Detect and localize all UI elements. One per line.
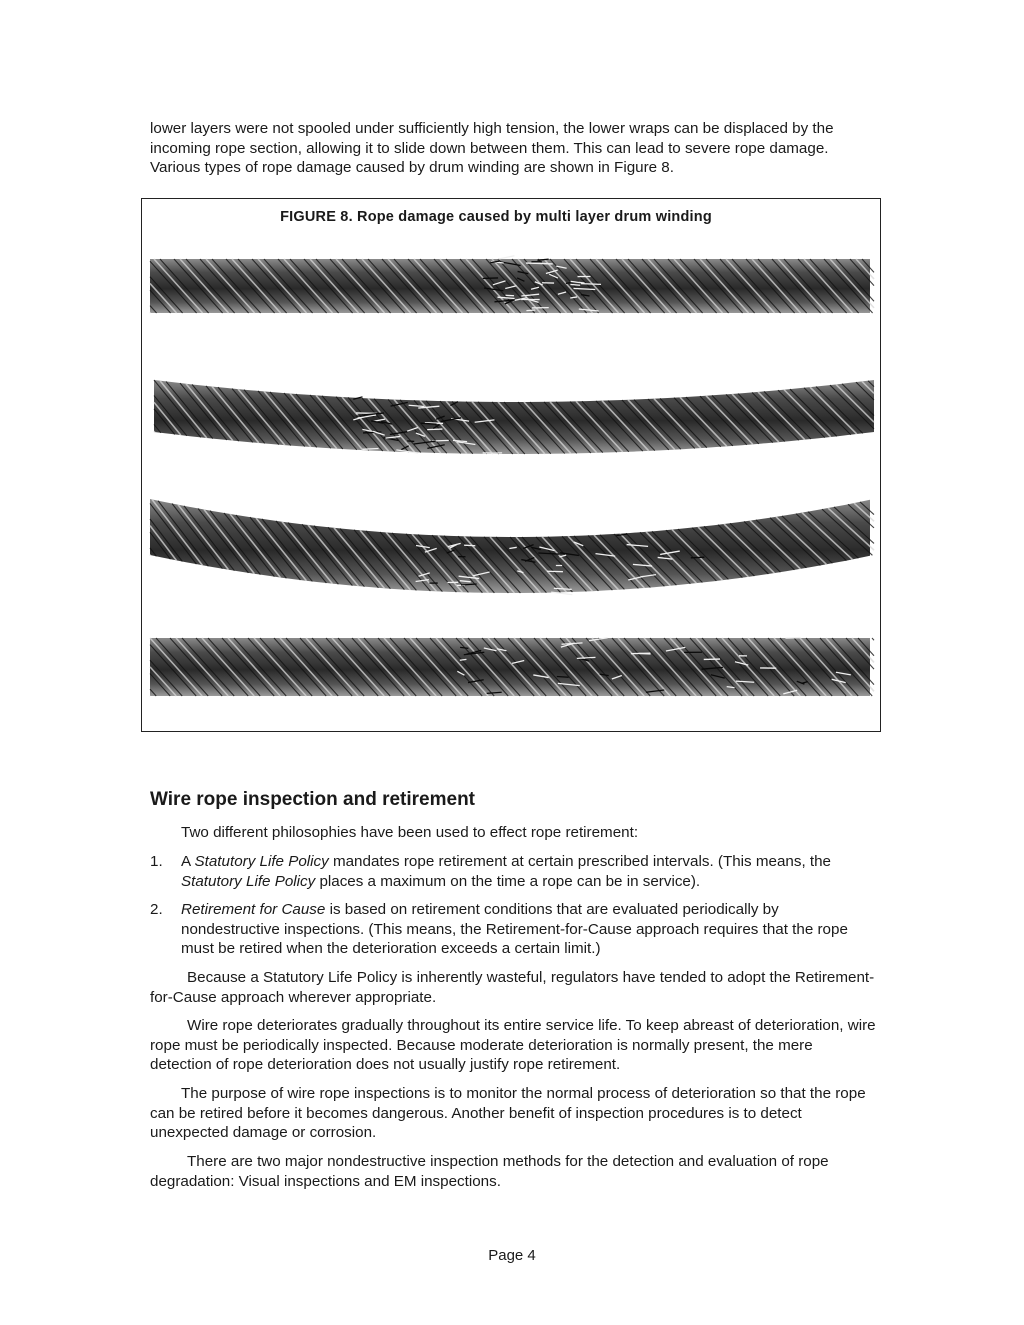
section-title: Wire rope inspection and retirement	[150, 789, 476, 810]
intro-paragraph: lower layers were not spooled under sufficiently high tension, the lower wraps can be displaced by the incoming rope section, allowing it to slide down between them. This can lead to severe rope damage. Various types of rope damage caused by drum winding are shown in Figure 8.	[150, 120, 834, 177]
list-number: 2.	[150, 901, 163, 918]
list-body: Retirement for Cause is based on retirement conditions that are evaluated periodically by nondestructive inspections. (This means, the Retirement-for-Cause approach requires that the rope must be retired when the deterioration exceeds a certain limit.)	[181, 901, 848, 958]
rope-photo-flattened-strands	[150, 256, 874, 313]
list-item-2	[150, 900, 876, 959]
list-item-1	[150, 852, 876, 891]
paragraph: Wire rope deteriorates gradually throughout its entire service life. To keep abreast of deterioration, wire rope must be periodically inspected. Because moderate deterioration is normally present, the mere detection of rope deterioration does not usually justify rope retirement.	[150, 1017, 876, 1074]
rope-photo-displaced-wires	[150, 638, 874, 696]
paragraph: There are two major nondestructive inspection methods for the detection and evaluation of rope degradation: Visual inspections and EM inspections.	[150, 1153, 829, 1190]
rope-photo-broken-wires	[154, 380, 874, 454]
list-body: A Statutory Life Policy mandates rope retirement at certain prescribed intervals. (This means, the Statutory Life Policy places a maximum on the time a rope can be in service).	[181, 853, 831, 890]
figure-8-box	[141, 198, 881, 732]
figure-caption: FIGURE 8. Rope damage caused by multi layer drum winding	[280, 209, 712, 225]
paragraph: Because a Statutory Life Policy is inherently wasteful, regulators have tended to adopt the Retirement-for-Cause approach wherever appropriate.	[150, 969, 875, 1006]
rope-photo-crushed-strands	[150, 499, 874, 595]
page-number: Page 4	[488, 1247, 536, 1264]
rope-damage-photos	[142, 199, 879, 730]
section-lead: Two different philosophies have been used to effect rope retirement:	[181, 824, 639, 841]
paragraph: The purpose of wire rope inspections is to monitor the normal process of deterioration so that the rope can be retired before it becomes dangerous. Another benefit of inspection procedures is to detect unexpected damage or corrosion.	[150, 1085, 866, 1142]
list-number: 1.	[150, 853, 163, 870]
